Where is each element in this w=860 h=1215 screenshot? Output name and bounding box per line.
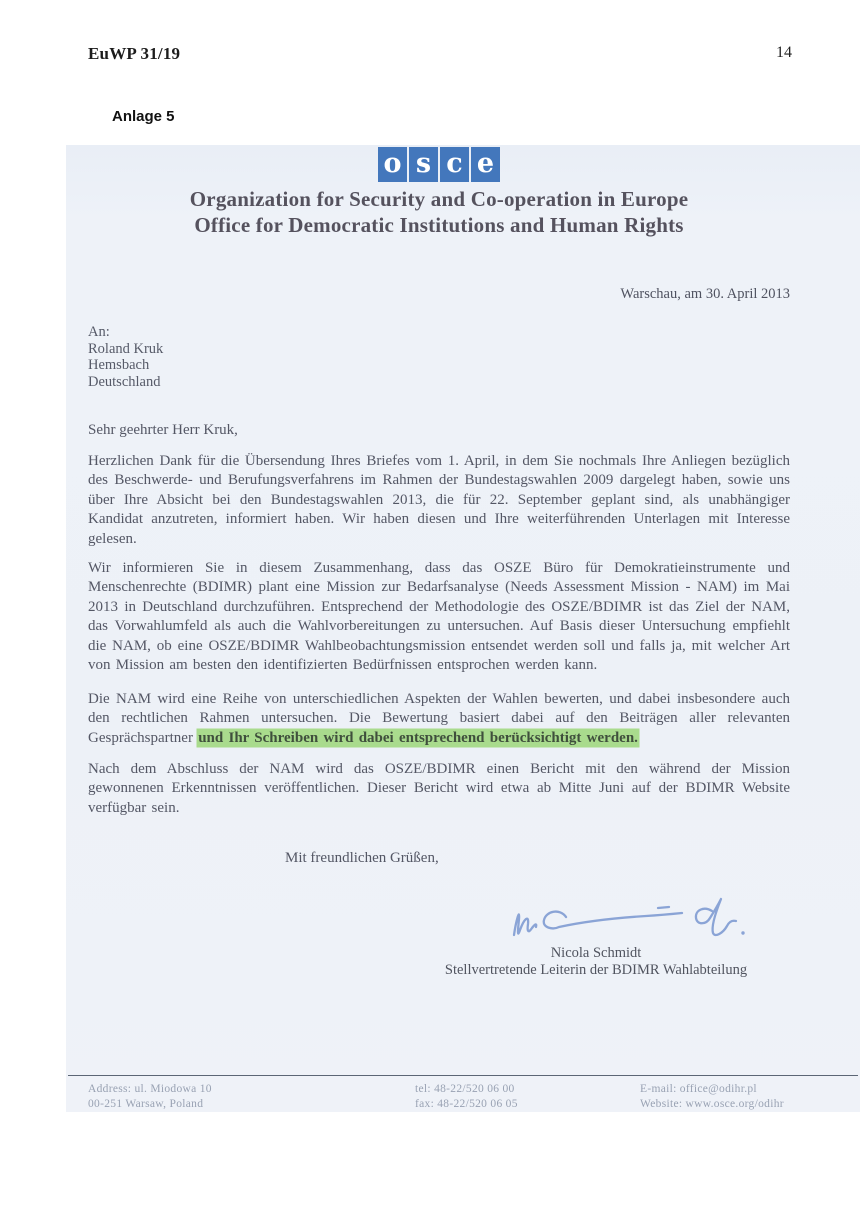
paragraph-3 — [88, 690, 790, 748]
highlighted-sentence: und Ihr Schreiben wird dabei entsprechend berücksichtigt werden. — [198, 729, 638, 746]
document-reference: EuWP 31/19 — [88, 44, 181, 63]
recipient-line: Deutschland — [88, 373, 161, 390]
osce-logo-letter-s: s — [409, 147, 438, 182]
footer-divider — [68, 1075, 858, 1076]
footer-address — [88, 1082, 212, 1112]
dateline: Warschau, am 30. April 2013 — [620, 286, 790, 302]
footer-tel: tel: 48-22/520 06 00 — [415, 1083, 515, 1095]
organization-title-line1: Organization for Security and Co-operation in Europe — [189, 187, 689, 211]
osce-logo-letter-c: c — [440, 147, 469, 182]
signature-block — [316, 945, 860, 979]
paragraph-1: Herzlichen Dank für die Übersendung Ihres Briefes vom 1. April, in dem Sie nochmals Ihre Anliegen bezüglich des Beschwerde- und Berufungsverfahrens im Rahmen der Bundestagswahlen 2009 dargelegt haben, sowie uns über Ihre Absicht bei den Bundestagswahlen 2013, die für 22. September geplant sind, als unabhängiger Kandidat anzutreten, informiert haben. Wir haben diesen und Ihre weiterführenden Unterlagen mit Interesse gelesen. — [88, 453, 790, 547]
handwritten-signature-icon — [506, 897, 756, 947]
signatory-title: Stellvertretende Leiterin der BDIMR Wahlabteilung — [444, 962, 748, 978]
paragraph-3-text: Die NAM wird eine Reihe von unterschiedlichen Aspekten der Wahlen bewerten, und dabei insbesondere auch den rechtlichen Rahmen untersuchen. Die Bewertung basiert dabei auf den Beiträgen aller relevanten Gesprächspartner — [88, 691, 790, 746]
osce-logo-letter-e: e — [471, 147, 500, 182]
signatory-name: Nicola Schmidt — [550, 945, 642, 961]
footer-email: E-mail: office@odihr.pl — [640, 1083, 757, 1095]
annex-label: Anlage 5 — [112, 108, 175, 125]
paragraph-2: Wir informieren Sie in diesem Zusammenhang, dass das OSZE Büro für Demokratieinstrumente und Menschenrechte (BDIMR) plant eine Mission zur Bedarfsanalyse (Needs Assessment Mission - NAM) im Mai 2013 in Deutschland durchzuführen. Entsprechend der Methodologie des OSZE/BDIMR ist das Ziel der NAM, das Vorwahlumfeld als auch die Wahlvorbereitungen zu untersuchen. Auf Basis dieser Untersuchung empfiehlt die NAM, ob eine OSZE/BDIMR Wahlbeobachtungsmission entsendet werden soll und falls ja, mit welcher Art von Mission am besten den identifizierten Bedürfnissen entsprochen werden kann. — [88, 560, 790, 674]
organization-title — [88, 186, 790, 238]
footer-fax: fax: 48-22/520 06 05 — [415, 1098, 518, 1110]
salutation: Sehr geehrter Herr Kruk, — [88, 422, 238, 438]
osce-logo-letter-o: o — [378, 147, 407, 182]
footer-address-line2: 00-251 Warsaw, Poland — [88, 1098, 204, 1110]
closing-line: Mit freundlichen Grüßen, — [285, 850, 439, 866]
footer-website: Website: www.osce.org/odihr — [640, 1098, 784, 1110]
scanned-letter — [66, 145, 860, 1112]
recipient-line: Hemsbach — [88, 357, 150, 373]
recipient-line: An: — [88, 324, 110, 340]
recipient-address — [88, 324, 790, 390]
recipient-line: Roland Kruk — [88, 340, 164, 357]
organization-title-line2: Office for Democratic Institutions and Human Rights — [194, 213, 684, 237]
footer-web — [640, 1082, 784, 1112]
footer-address-line1: Address: ul. Miodowa 10 — [88, 1083, 212, 1095]
page-number: 14 — [776, 44, 792, 61]
footer-phone — [415, 1082, 518, 1112]
paragraph-4: Nach dem Abschluss der NAM wird das OSZE/BDIMR einen Bericht mit den während der Mission gewonnenen Erkenntnissen veröffentlichen. Dieser Bericht wird etwa ab Mitte Juni auf der BDIMR Website verfügbar sein. — [88, 761, 790, 816]
osce-logo — [88, 147, 790, 182]
